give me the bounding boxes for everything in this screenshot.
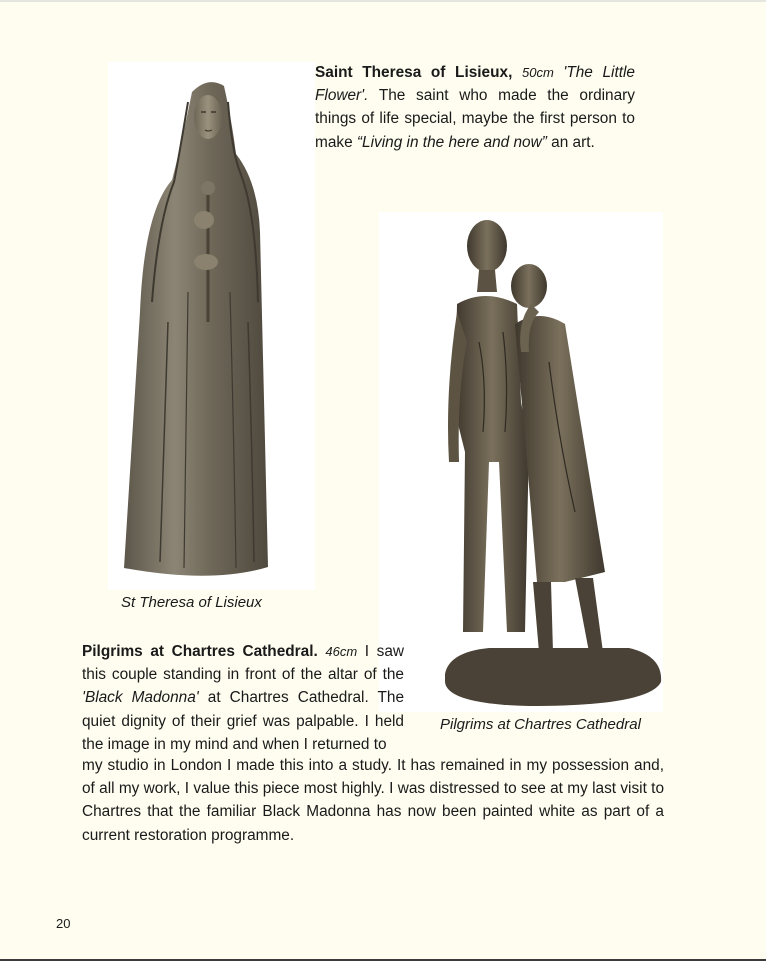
pilgrims-title: Pilgrims at Chartres Cathedral.: [82, 643, 318, 660]
pilgrims-size: 46cm: [325, 644, 358, 659]
theresa-caption: St Theresa of Lisieux: [121, 594, 262, 611]
top-border: [0, 0, 766, 2]
theresa-size: 50cm: [521, 65, 554, 80]
theresa-quote: “Living in the here and now”: [356, 133, 547, 151]
theresa-text-2: an art.: [551, 133, 595, 151]
theresa-title: Saint Theresa of Lisieux,: [315, 64, 513, 81]
theresa-nickname: 'The Little Flower'.: [315, 64, 635, 105]
pilgrims-caption: Pilgrims at Chartres Cathedral: [440, 716, 641, 733]
pilgrims-madonna: 'Black Madonna': [82, 689, 199, 707]
pilgrims-text-2: at Chartres Cathedral. The quiet dignity of their grief was palpable. I held the image in my mind and when I returned to: [82, 689, 404, 753]
theresa-sculpture-image: [108, 62, 315, 590]
pilgrims-description-narrow: [82, 640, 404, 756]
page-number: 20: [56, 916, 71, 931]
theresa-text-1: The saint who made the ordinary things of life special, maybe the first person to make: [315, 87, 635, 151]
theresa-description: [315, 61, 635, 154]
pilgrims-sculpture-photo: [379, 212, 663, 712]
pilgrims-sculpture-image: [379, 212, 663, 712]
pilgrims-description-wide: my studio in London I made this into a study. It has remained in my possession and, of all my work, I value this piece most highly. I was distressed to see at my last visit to Chartres that the familiar Black Madonna has now been painted white as part of a current restoration programme.: [82, 757, 664, 844]
theresa-sculpture-photo: [108, 62, 315, 590]
pilgrims-text-1: I saw this couple standing in front of the altar of the: [82, 643, 404, 684]
